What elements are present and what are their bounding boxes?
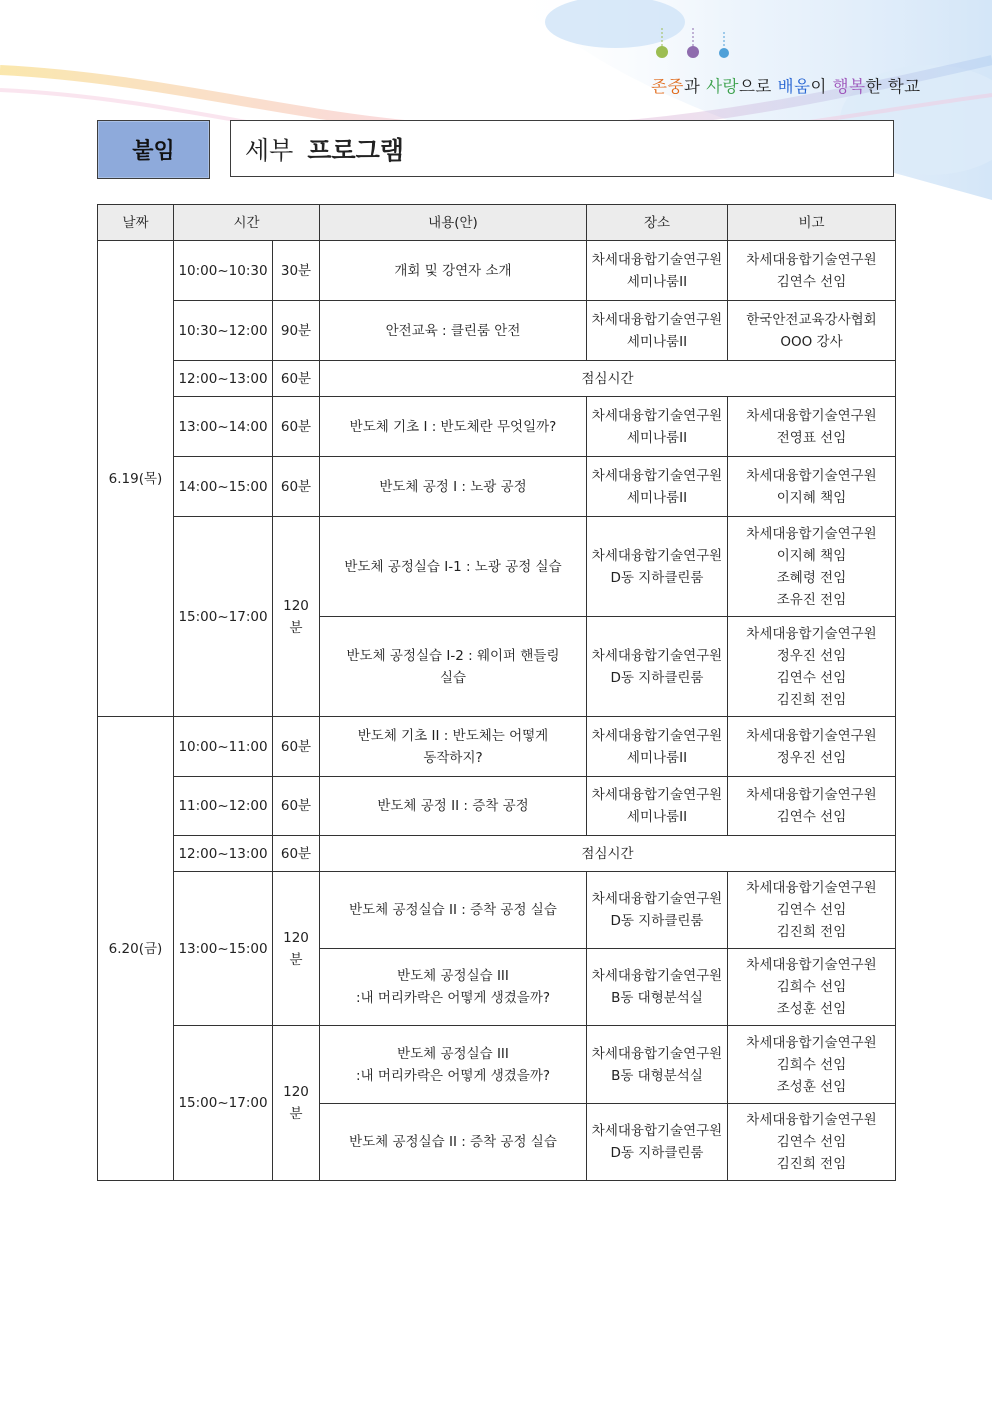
duration-cell: 60분 [273,836,320,872]
content-cell [320,397,587,457]
duration-cell: 30분 [273,241,320,301]
motto-segment: 행복 [832,77,866,96]
note-cell [728,457,896,517]
note-cell-line: 김희수 선임 [776,1056,847,1073]
time-cell: 13:00~14:00 [174,397,273,457]
time-cell: 12:00~13:00 [174,361,273,397]
note-cell-line: 정우진 선임 [776,749,847,766]
place-cell [587,517,728,617]
lunch-cell: 점심시간 [320,361,896,397]
time-cell: 10:00~11:00 [174,717,273,777]
duration-cell: 60분 [273,397,320,457]
date-cell: 6.19(목) [98,241,174,717]
duration-cell: 60분 [273,717,320,777]
place-cell [587,301,728,361]
note-cell-line: 차세대융합기술연구원 [746,525,877,542]
note-cell-line: OOO 강사 [780,333,843,350]
place-cell-line: B동 대형분석실 [611,990,703,1006]
content-cell [320,777,587,836]
place-cell-line: 차세대융합기술연구원 [591,407,723,424]
attachment-tag: 붙임 [97,120,210,179]
note-cell [728,397,896,457]
duration-cell: 120 분 [273,1026,320,1181]
place-cell [587,397,728,457]
content-cell [320,457,587,517]
note-cell-line: 차세대융합기술연구원 [746,467,877,484]
content-cell-line: 반도체 공정실습 I-1 : 노광 공정 실습 [344,558,562,575]
content-cell-line: 안전교육 : 클린룸 안전 [385,322,521,339]
note-cell-line: 차세대융합기술연구원 [746,880,877,896]
content-cell-line: 개회 및 강연자 소개 [394,262,512,279]
place-cell-line: D동 지하클린룸 [610,913,704,929]
place-cell-line: 차세대융합기술연구원 [591,547,723,564]
duration-cell: 120 분 [273,517,320,717]
note-cell-line: 이지혜 책임 [776,547,847,564]
schedule-table [97,204,896,1181]
place-cell-line: 차세대융합기술연구원 [591,311,723,328]
note-cell [728,872,896,949]
content-cell-line: 반도체 기초 I : 반도체란 무엇일까? [349,418,557,435]
note-cell [728,1104,896,1181]
place-cell-line: 차세대융합기술연구원 [591,968,723,984]
table-row [98,872,896,949]
note-cell-line: 차세대융합기술연구원 [746,787,877,803]
note-cell-line: 김연수 선임 [776,809,847,825]
note-cell-line: 김연수 선임 [776,1134,847,1150]
table-row [98,517,896,617]
note-cell-line: 차세대융합기술연구원 [746,957,877,973]
content-cell [320,241,587,301]
place-cell-line: 세미나룸II [626,809,688,825]
table-row [98,457,896,517]
note-cell-line: 차세대융합기술연구원 [746,625,877,642]
school-motto [651,73,921,97]
table-row [98,777,896,836]
place-cell [587,617,728,717]
time-cell: 10:30~12:00 [174,301,273,361]
table-row [98,241,896,301]
time-cell: 14:00~15:00 [174,457,273,517]
place-cell-line: D동 지하클린룸 [610,669,704,686]
note-cell-line: 차세대융합기술연구원 [746,1034,877,1051]
time-cell: 12:00~13:00 [174,836,273,872]
table-row [98,717,896,777]
note-cell-line: 김진희 전임 [776,924,847,940]
table-row [98,361,896,397]
content-cell-line: 동작하지? [423,749,483,766]
note-cell-line: 차세대융합기술연구원 [746,1112,877,1128]
motto-segment: 배움 [777,77,811,96]
place-cell-line: 세미나룸II [626,489,688,506]
place-cell-line: 차세대융합기술연구원 [591,467,723,484]
place-cell-line: 차세대융합기술연구원 [591,891,723,907]
content-cell-line: 반도체 공정실습 II : 증착 공정 실습 [349,1134,557,1150]
header-place: 장소 [587,205,728,241]
time-cell: 15:00~17:00 [174,517,273,717]
content-cell [320,301,587,361]
place-cell [587,241,728,301]
place-cell [587,1026,728,1104]
content-cell-line: :내 머리카락은 어떻게 생겼을까? [355,990,551,1006]
time-cell: 11:00~12:00 [174,777,273,836]
content-cell [320,717,587,777]
note-cell-line: 김희수 선임 [776,979,847,995]
note-cell-line: 김연수 선임 [776,669,847,686]
header-date: 날짜 [98,205,174,241]
table-row [98,836,896,872]
note-cell [728,717,896,777]
note-cell-line: 전영표 선임 [776,429,847,446]
content-cell [320,1104,587,1181]
decorative-dots-icon [648,28,738,64]
motto-segment: 존중 [651,77,684,96]
place-cell-line: 차세대융합기술연구원 [591,647,723,664]
duration-cell: 120 분 [273,872,320,1026]
page-title-light: 세부 [245,135,294,165]
page-title-bold: 프로그램 [307,135,404,165]
content-cell [320,872,587,949]
content-cell [320,1026,587,1104]
content-cell-line: 반도체 공정실습 II : 증착 공정 실습 [349,902,557,918]
motto-segment: 으로 [738,77,778,96]
lunch-cell: 점심시간 [320,836,896,872]
note-cell-line: 차세대융합기술연구원 [746,407,877,424]
place-cell-line: 차세대융합기술연구원 [591,727,723,744]
place-cell-line: 차세대융합기술연구원 [591,1123,723,1139]
duration-cell: 90분 [273,301,320,361]
note-cell [728,301,896,361]
duration-cell: 60분 [273,361,320,397]
note-cell-line: 김연수 선임 [776,273,847,290]
note-cell [728,949,896,1026]
table-header-row [98,205,896,241]
date-cell: 6.20(금) [98,717,174,1181]
page-title [230,120,894,177]
place-cell-line: 세미나룸II [626,273,688,290]
place-cell [587,717,728,777]
content-cell-line: 반도체 공정실습 III [397,1045,509,1062]
note-cell-line: 차세대융합기술연구원 [746,251,877,268]
place-cell [587,872,728,949]
content-cell-line: 반도체 공정 I : 노광 공정 [379,478,527,495]
place-cell-line: D동 지하클린룸 [610,1145,704,1161]
note-cell-line: 조혜령 전임 [776,569,847,586]
content-cell-line: 반도체 기초 II : 반도체는 어떻게 [357,727,549,744]
table-row [98,1026,896,1104]
time-cell: 13:00~15:00 [174,872,273,1026]
note-cell-line: 조유진 전임 [776,591,847,608]
header-time: 시간 [174,205,320,241]
note-cell-line: 한국안전교육강사협회 [746,311,877,328]
place-cell [587,457,728,517]
note-cell [728,1026,896,1104]
note-cell [728,241,896,301]
place-cell [587,777,728,836]
table-row [98,301,896,361]
note-cell [728,517,896,617]
place-cell-line: 차세대융합기술연구원 [591,787,723,803]
time-cell: 10:00~10:30 [174,241,273,301]
content-cell-line: 실습 [439,669,467,686]
motto-segment: 과 [683,77,707,96]
note-cell-line: 김진희 전임 [776,691,847,708]
place-cell-line: 세미나룸II [626,749,688,766]
motto-segment: 한 학교 [865,77,921,96]
place-cell [587,1104,728,1181]
content-cell [320,617,587,717]
header-content: 내용(안) [320,205,587,241]
note-cell [728,617,896,717]
place-cell-line: 차세대융합기술연구원 [591,1045,723,1062]
table-row [98,397,896,457]
header-note: 비고 [728,205,896,241]
note-cell-line: 차세대융합기술연구원 [746,727,877,744]
place-cell-line: D동 지하클린룸 [610,569,704,586]
content-cell-line: 반도체 공정실습 I-2 : 웨이퍼 핸들링 [346,647,560,664]
place-cell-line: 세미나룸II [626,333,688,350]
duration-cell: 60분 [273,777,320,836]
note-cell-line: 김연수 선임 [776,902,847,918]
note-cell-line: 이지혜 책임 [776,489,847,506]
note-cell [728,777,896,836]
place-cell-line: 세미나룸II [626,429,688,446]
content-cell [320,517,587,617]
note-cell-line: 김진희 전임 [776,1156,847,1172]
motto-segment: 이 [810,77,833,96]
place-cell-line: 차세대융합기술연구원 [591,251,723,268]
note-cell-line: 조성훈 선임 [776,1078,847,1095]
duration-cell: 60분 [273,457,320,517]
content-cell-line: 반도체 공정 II : 증착 공정 [377,798,529,814]
motto-segment: 사랑 [706,77,739,96]
place-cell [587,949,728,1026]
time-cell: 15:00~17:00 [174,1026,273,1181]
note-cell-line: 조성훈 선임 [776,1001,847,1017]
content-cell-line: 반도체 공정실습 III [397,968,509,984]
content-cell [320,949,587,1026]
note-cell-line: 정우진 선임 [776,647,847,664]
place-cell-line: B동 대형분석실 [611,1067,703,1084]
content-cell-line: :내 머리카락은 어떻게 생겼을까? [355,1067,551,1084]
